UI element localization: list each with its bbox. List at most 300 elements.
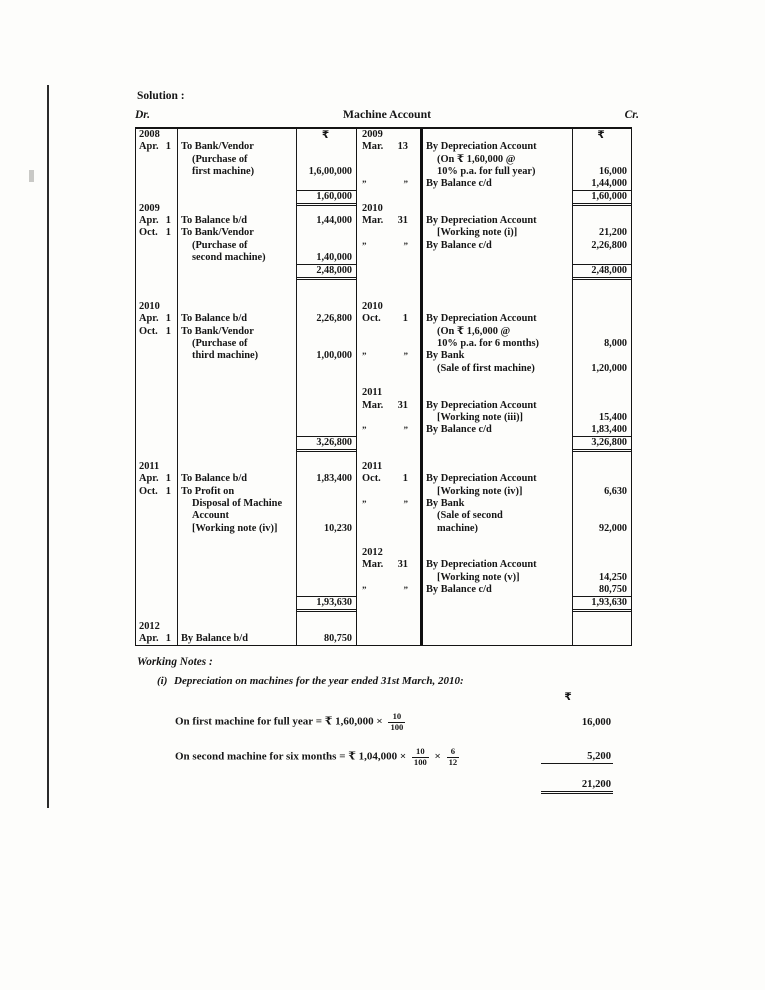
ledger-amount-line xyxy=(297,461,356,473)
ledger-amount-line xyxy=(573,203,631,215)
ledger-particulars-line xyxy=(423,547,572,559)
working-note-total-value: 21,200 xyxy=(541,778,613,794)
ledger-date-line xyxy=(136,215,177,227)
ledger-particulars-line xyxy=(178,289,296,301)
ledger-date-line xyxy=(357,609,420,621)
working-note-amount xyxy=(523,717,613,729)
currency-header-row xyxy=(137,691,638,705)
ledger-date-line xyxy=(136,436,177,448)
ledger-date-line xyxy=(357,363,420,375)
fraction-denominator: 100 xyxy=(413,757,427,767)
ledger-particulars-line: By Bank xyxy=(426,497,465,509)
ledger-particulars-line: By Depreciation Account xyxy=(426,473,537,485)
dr-particulars-column xyxy=(178,129,297,645)
ledger-date-month: ” xyxy=(362,425,367,436)
ledger-date-day: 31 xyxy=(397,215,408,227)
ledger-amount-line xyxy=(297,424,356,436)
ledger-amount-line xyxy=(573,141,631,153)
account-title: Machine Account xyxy=(342,107,432,121)
fraction-denominator: 12 xyxy=(448,757,458,767)
ledger-particulars-line: To Balance b/d xyxy=(181,313,248,325)
ledger-amount-line: 1,44,000 xyxy=(316,215,352,227)
ledger-date-day: 1 xyxy=(165,633,171,645)
ledger-date-line xyxy=(136,277,177,289)
ledger-date-line xyxy=(357,621,420,633)
ledger-date-line xyxy=(357,264,420,276)
ledger-amount-line xyxy=(297,449,356,461)
ledger-date-line xyxy=(357,387,420,399)
ledger-particulars-line: (On ₹ 1,6,000 @ xyxy=(437,325,511,337)
ledger-amount-line xyxy=(573,633,631,645)
ledger-particulars-line: By Balance b/d xyxy=(181,633,248,645)
ledger-amount-line xyxy=(297,289,356,301)
ledger-date-line xyxy=(357,375,420,387)
ledger-date-month: Oct. xyxy=(362,313,381,325)
working-note-formula xyxy=(175,747,523,767)
ledger-particulars-line xyxy=(178,621,296,633)
ledger-table xyxy=(135,127,632,646)
ledger-date-line xyxy=(136,572,177,584)
working-note-value: 16,000 xyxy=(581,716,611,728)
ledger-particulars-line: By Balance c/d xyxy=(426,583,492,595)
ledger-particulars-line: By Depreciation Account xyxy=(426,141,537,153)
ledger-amount-line: 1,40,000 xyxy=(316,251,352,263)
ledger-date-line xyxy=(357,190,420,202)
ledger-date-month: Mar. xyxy=(362,559,384,571)
ledger-amount-line xyxy=(297,387,356,399)
ledger-date-line xyxy=(357,510,420,522)
ledger-date-day: 31 xyxy=(397,559,408,571)
ledger-date-line xyxy=(136,129,177,141)
working-note-row xyxy=(137,740,638,775)
ledger-amount-line xyxy=(297,559,356,571)
ledger-date-line xyxy=(136,375,177,387)
ledger-date-month: 2010 xyxy=(362,202,383,214)
ledger-particulars-line xyxy=(423,596,572,608)
ledger-amount-line: 10,230 xyxy=(323,522,352,534)
ledger-date-line xyxy=(357,400,420,412)
ledger-particulars-line xyxy=(423,449,572,461)
ledger-date-line xyxy=(357,633,420,645)
ledger-particulars-line xyxy=(178,449,296,461)
ledger-date-line xyxy=(357,203,420,215)
ledger-particulars-line: To Bank/Vendor xyxy=(181,325,254,337)
ledger-date-line xyxy=(357,215,420,227)
ledger-particulars-line: machine) xyxy=(437,522,478,534)
ledger-amount-line xyxy=(573,387,631,399)
ledger-particulars-line: By Depreciation Account xyxy=(426,399,537,411)
ledger-total-amount: 3,26,800 xyxy=(297,436,356,448)
ledger-date-day: 1 xyxy=(402,473,408,485)
ledger-date-month: Apr. xyxy=(139,215,159,227)
ledger-date-line xyxy=(357,277,420,289)
ledger-date-day: 13 xyxy=(397,141,408,153)
ledger-amount-line xyxy=(297,572,356,584)
ledger-date-line xyxy=(357,338,420,350)
ledger-total-amount: 1,93,630 xyxy=(573,596,631,608)
ledger-amount-line xyxy=(297,141,356,153)
ledger-amount-line: 1,00,000 xyxy=(316,350,352,362)
ledger-amount-line xyxy=(297,178,356,190)
ledger-particulars-line xyxy=(178,461,296,473)
ledger-particulars-line: To Balance b/d xyxy=(181,473,248,485)
formula-text: On second machine for six months = ₹ 1,04,000 × xyxy=(175,751,409,764)
ledger-amount-line: 8,000 xyxy=(604,338,627,350)
ledger-date-line xyxy=(136,350,177,362)
ledger-date-month: 2012 xyxy=(362,547,383,559)
ledger-amount-line xyxy=(573,154,631,166)
ledger-date-month: 2009 xyxy=(139,202,160,214)
ledger-particulars-line: Disposal of Machine xyxy=(192,497,283,509)
ledger-date-month: ” xyxy=(362,240,367,251)
ledger-date-line xyxy=(136,547,177,559)
ledger-date-month: ” xyxy=(362,584,367,595)
ledger-date-line xyxy=(136,449,177,461)
ledger-particulars-line xyxy=(178,559,296,571)
ledger-amount-line xyxy=(297,400,356,412)
dr-amount-column xyxy=(297,129,357,645)
ledger-date-line xyxy=(357,166,420,178)
ledger-date-line xyxy=(357,461,420,473)
ledger-date-line xyxy=(136,486,177,498)
ledger-total-amount: 2,48,000 xyxy=(573,264,631,276)
ledger-particulars-line xyxy=(423,190,572,202)
ledger-amount-line xyxy=(573,621,631,633)
fraction xyxy=(447,747,460,767)
fraction-denominator: 100 xyxy=(390,722,404,732)
ledger-date-line xyxy=(357,473,420,485)
ledger-amount-line xyxy=(297,277,356,289)
ledger-amount-line xyxy=(297,154,356,166)
ledger-date-line xyxy=(136,621,177,633)
ledger-date-line xyxy=(357,227,420,239)
cr-date-column xyxy=(357,129,423,645)
ledger-total-amount: 1,60,000 xyxy=(297,190,356,202)
ledger-amount-line: 1,20,000 xyxy=(591,362,627,374)
ledger-particulars-line xyxy=(178,596,296,608)
ledger-particulars-line: To Bank/Vendor xyxy=(181,227,254,239)
ledger-date-line xyxy=(136,166,177,178)
ledger-date-line xyxy=(136,596,177,608)
ledger-date-line xyxy=(136,178,177,190)
ledger-particulars-line xyxy=(423,633,572,645)
ledger-particulars-line: [Working note (iii)] xyxy=(437,411,524,423)
ledger-date-month: Oct. xyxy=(139,485,158,497)
ledger-amount-line: ₹ xyxy=(321,129,330,141)
ledger-particulars-line xyxy=(178,547,296,559)
ledger-amount-line xyxy=(297,498,356,510)
ledger-date-line xyxy=(136,141,177,153)
ledger-particulars-line xyxy=(423,203,572,215)
fraction xyxy=(388,712,405,732)
solution-label: Solution : xyxy=(137,90,185,102)
working-notes-heading: Working Notes : xyxy=(137,656,213,668)
ledger-amount-line: ₹ xyxy=(597,129,605,141)
ledger-date-day: ” xyxy=(403,351,408,362)
ledger-amount-line xyxy=(297,375,356,387)
fraction xyxy=(412,747,429,767)
ledger-particulars-line: 10% p.a. for 6 months) xyxy=(437,338,539,350)
ledger-date-line xyxy=(357,178,420,190)
ledger-date-line xyxy=(357,350,420,362)
ledger-amount-line: 80,750 xyxy=(323,633,352,645)
ledger-particulars-line xyxy=(178,301,296,313)
ledger-particulars-line xyxy=(423,252,572,264)
account-header xyxy=(135,107,639,122)
ledger-total-amount: 1,93,630 xyxy=(297,596,356,608)
ledger-amount-line xyxy=(573,449,631,461)
ledger-date-line xyxy=(136,633,177,645)
cr-amount-column xyxy=(573,129,631,645)
ledger-date-day: 1 xyxy=(165,227,171,239)
ledger-date-day: ” xyxy=(403,179,408,190)
ledger-amount-line: 92,000 xyxy=(598,522,627,534)
ledger-date-line xyxy=(136,326,177,338)
ledger-particulars-line: first machine) xyxy=(192,165,255,177)
ledger-date-line xyxy=(357,596,420,608)
ledger-date-line xyxy=(136,559,177,571)
page-margin-line xyxy=(47,85,49,808)
ledger-particulars-line: Account xyxy=(192,510,229,522)
ledger-particulars-line: [Working note (i)] xyxy=(437,227,518,239)
ledger-date-line xyxy=(357,436,420,448)
ledger-date-line xyxy=(136,424,177,436)
ledger-particulars-line xyxy=(178,178,296,190)
ledger-date-month: Apr. xyxy=(139,633,159,645)
working-note-i xyxy=(137,675,638,691)
ledger-date-month: 2010 xyxy=(139,301,160,313)
ledger-amount-line xyxy=(573,473,631,485)
ledger-particulars-line xyxy=(423,436,572,448)
ledger-amount-line xyxy=(573,350,631,362)
ledger-date-line xyxy=(357,301,420,313)
ledger-particulars-line: By Bank xyxy=(426,350,465,362)
ledger-amount-line xyxy=(573,301,631,313)
ledger-amount-line xyxy=(573,277,631,289)
ledger-amount-line: 14,250 xyxy=(598,571,627,583)
ledger-particulars-line: [Working note (iv)] xyxy=(192,522,278,534)
ledger-date-month: Apr. xyxy=(139,141,159,153)
ledger-date-line xyxy=(357,154,420,166)
ledger-date-day: ” xyxy=(403,425,408,436)
ledger-date-line xyxy=(357,313,420,325)
dr-date-column xyxy=(136,129,178,645)
ledger-date-month: Mar. xyxy=(362,399,384,411)
cr-label: Cr. xyxy=(624,109,639,121)
ledger-date-month: 2009 xyxy=(362,129,383,140)
ledger-particulars-line xyxy=(178,424,296,436)
ledger-amount-line xyxy=(573,510,631,522)
currency-header: ₹ xyxy=(564,691,572,703)
ledger-date-month: Oct. xyxy=(139,227,158,239)
ledger-amount-line xyxy=(573,252,631,264)
fraction-numerator: 10 xyxy=(412,747,429,758)
ledger-date-line xyxy=(357,498,420,510)
ledger-date-line xyxy=(136,609,177,621)
ledger-particulars-line xyxy=(423,277,572,289)
ledger-amount-line xyxy=(573,609,631,621)
ledger-date-line xyxy=(136,252,177,264)
ledger-date-line xyxy=(357,559,420,571)
ledger-particulars-line: By Balance c/d xyxy=(426,239,492,251)
ledger-amount-line xyxy=(297,621,356,633)
ledger-date-line xyxy=(136,190,177,202)
ledger-particulars-line xyxy=(423,387,572,399)
ledger-particulars-line: (On ₹ 1,60,000 @ xyxy=(437,153,516,165)
ledger-date-month: 2011 xyxy=(362,387,383,399)
ledger-particulars-line: (Purchase of xyxy=(192,338,248,350)
ledger-amount-line xyxy=(297,240,356,252)
ledger-date-line xyxy=(357,412,420,424)
formula-text: On first machine for full year = ₹ 1,60,000 × xyxy=(175,716,386,729)
ledger-particulars-line xyxy=(178,412,296,424)
ledger-date-day: 31 xyxy=(397,399,408,411)
ledger-date-line xyxy=(357,584,420,596)
ledger-amount-line xyxy=(297,547,356,559)
ledger-particulars-line: To Profit on xyxy=(181,485,235,497)
ledger-amount-line xyxy=(573,313,631,325)
ledger-particulars-line xyxy=(423,129,572,141)
ledger-particulars-line xyxy=(178,387,296,399)
ledger-particulars-line: To Balance b/d xyxy=(181,215,248,227)
ledger-date-line xyxy=(357,449,420,461)
ledger-date-line xyxy=(136,301,177,313)
ledger-amount-line: 1,83,400 xyxy=(316,473,352,485)
ledger-date-line xyxy=(357,547,420,559)
ledger-date-line xyxy=(136,363,177,375)
ledger-date-month: 2011 xyxy=(362,461,383,473)
ledger-particulars-line: (Purchase of xyxy=(192,153,248,165)
ledger-amount-line: 1,83,400 xyxy=(591,424,627,436)
ledger-total-amount: 1,60,000 xyxy=(573,190,631,202)
ledger-particulars-line: By Depreciation Account xyxy=(426,313,537,325)
ledger-date-day: ” xyxy=(403,498,408,509)
ledger-amount-line xyxy=(573,535,631,547)
ledger-date-day: 1 xyxy=(165,325,171,337)
ledger-particulars-line: [Working note (iv)] xyxy=(437,485,523,497)
ledger-date-line xyxy=(136,535,177,547)
ledger-date-line xyxy=(136,510,177,522)
ledger-date-line xyxy=(136,264,177,276)
ledger-particulars-line xyxy=(423,375,572,387)
working-notes-section xyxy=(137,656,638,797)
ledger-particulars-line xyxy=(178,264,296,276)
ledger-date-line xyxy=(136,584,177,596)
formula-text: × xyxy=(434,751,444,764)
ledger-particulars-line: To Bank/Vendor xyxy=(181,141,254,153)
ledger-particulars-line xyxy=(423,609,572,621)
ledger-amount-line xyxy=(297,486,356,498)
ledger-particulars-line: By Balance c/d xyxy=(426,424,492,436)
note-number: (i) xyxy=(157,675,168,687)
ledger-date-month: ” xyxy=(362,351,367,362)
ledger-amount-line: 2,26,800 xyxy=(316,313,352,325)
ledger-amount-line xyxy=(297,338,356,350)
ledger-amount-line xyxy=(573,547,631,559)
ledger-particulars-line xyxy=(178,535,296,547)
ledger-amount-line xyxy=(573,215,631,227)
ledger-amount-line xyxy=(297,412,356,424)
ledger-date-month: 2010 xyxy=(362,301,383,313)
ledger-date-line xyxy=(357,129,420,141)
ledger-date-line xyxy=(136,412,177,424)
ledger-date-line xyxy=(357,535,420,547)
ledger-amount-line: 80,750 xyxy=(598,583,627,595)
ledger-particulars-line xyxy=(423,264,572,276)
ledger-amount-line xyxy=(297,363,356,375)
ledger-date-month: Apr. xyxy=(139,313,159,325)
ledger-particulars-line xyxy=(178,277,296,289)
ledger-date-month: Oct. xyxy=(362,473,381,485)
ledger-date-line xyxy=(357,289,420,301)
ledger-particulars-line: By Depreciation Account xyxy=(426,215,537,227)
ledger-particulars-line xyxy=(423,535,572,547)
ledger-date-line xyxy=(357,326,420,338)
ledger-date-month: ” xyxy=(362,498,367,509)
ledger-particulars-line: (Purchase of xyxy=(192,239,248,251)
ledger-amount-line xyxy=(297,609,356,621)
ledger-date-line xyxy=(357,523,420,535)
ledger-particulars-line xyxy=(423,461,572,473)
ledger-particulars-line xyxy=(178,436,296,448)
ledger-particulars-line xyxy=(178,363,296,375)
ledger-date-day: ” xyxy=(403,584,408,595)
ledger-particulars-line: (Sale of first machine) xyxy=(437,362,535,374)
ledger-amount-line xyxy=(573,559,631,571)
working-note-rows xyxy=(137,705,638,797)
working-note-row xyxy=(137,705,638,740)
ledger-date-line xyxy=(136,227,177,239)
ledger-particulars-line xyxy=(178,375,296,387)
ledger-date-line xyxy=(136,203,177,215)
working-note-amount xyxy=(523,751,613,764)
ledger-particulars-line xyxy=(178,190,296,202)
ledger-date-line xyxy=(136,400,177,412)
ledger-date-line xyxy=(136,154,177,166)
ledger-particulars-line xyxy=(178,129,296,141)
ledger-date-month: 2012 xyxy=(139,620,160,632)
ledger-particulars-line: By Depreciation Account xyxy=(426,559,537,571)
ledger-total-amount: 3,26,800 xyxy=(573,436,631,448)
ledger-date-line xyxy=(136,461,177,473)
ledger-date-line xyxy=(357,572,420,584)
ledger-date-day: 1 xyxy=(165,485,171,497)
ledger-amount-line: 21,200 xyxy=(598,227,627,239)
ledger-date-line xyxy=(136,498,177,510)
ledger-date-line xyxy=(136,313,177,325)
ledger-amount-line xyxy=(573,326,631,338)
ledger-particulars-line xyxy=(178,572,296,584)
cr-particulars-column xyxy=(423,129,573,645)
ledger-date-month: 2011 xyxy=(139,461,160,473)
ledger-amount-line xyxy=(573,461,631,473)
ledger-date-month: ” xyxy=(362,179,367,190)
ledger-amount-line xyxy=(297,326,356,338)
ledger-amount-line: 15,400 xyxy=(598,411,627,423)
ledger-date-day: 1 xyxy=(165,313,171,325)
ledger-date-line xyxy=(357,486,420,498)
ledger-amount-line xyxy=(297,227,356,239)
ledger-date-line xyxy=(136,289,177,301)
ledger-particulars-line: [Working note (v)] xyxy=(437,571,520,583)
fraction-numerator: 6 xyxy=(447,747,460,758)
ledger-date-line xyxy=(357,240,420,252)
ledger-amount-line xyxy=(573,289,631,301)
ledger-amount-line xyxy=(297,301,356,313)
fraction-numerator: 10 xyxy=(388,712,405,723)
ledger-amount-line: 1,6,00,000 xyxy=(308,165,352,177)
dr-label: Dr. xyxy=(135,109,151,121)
